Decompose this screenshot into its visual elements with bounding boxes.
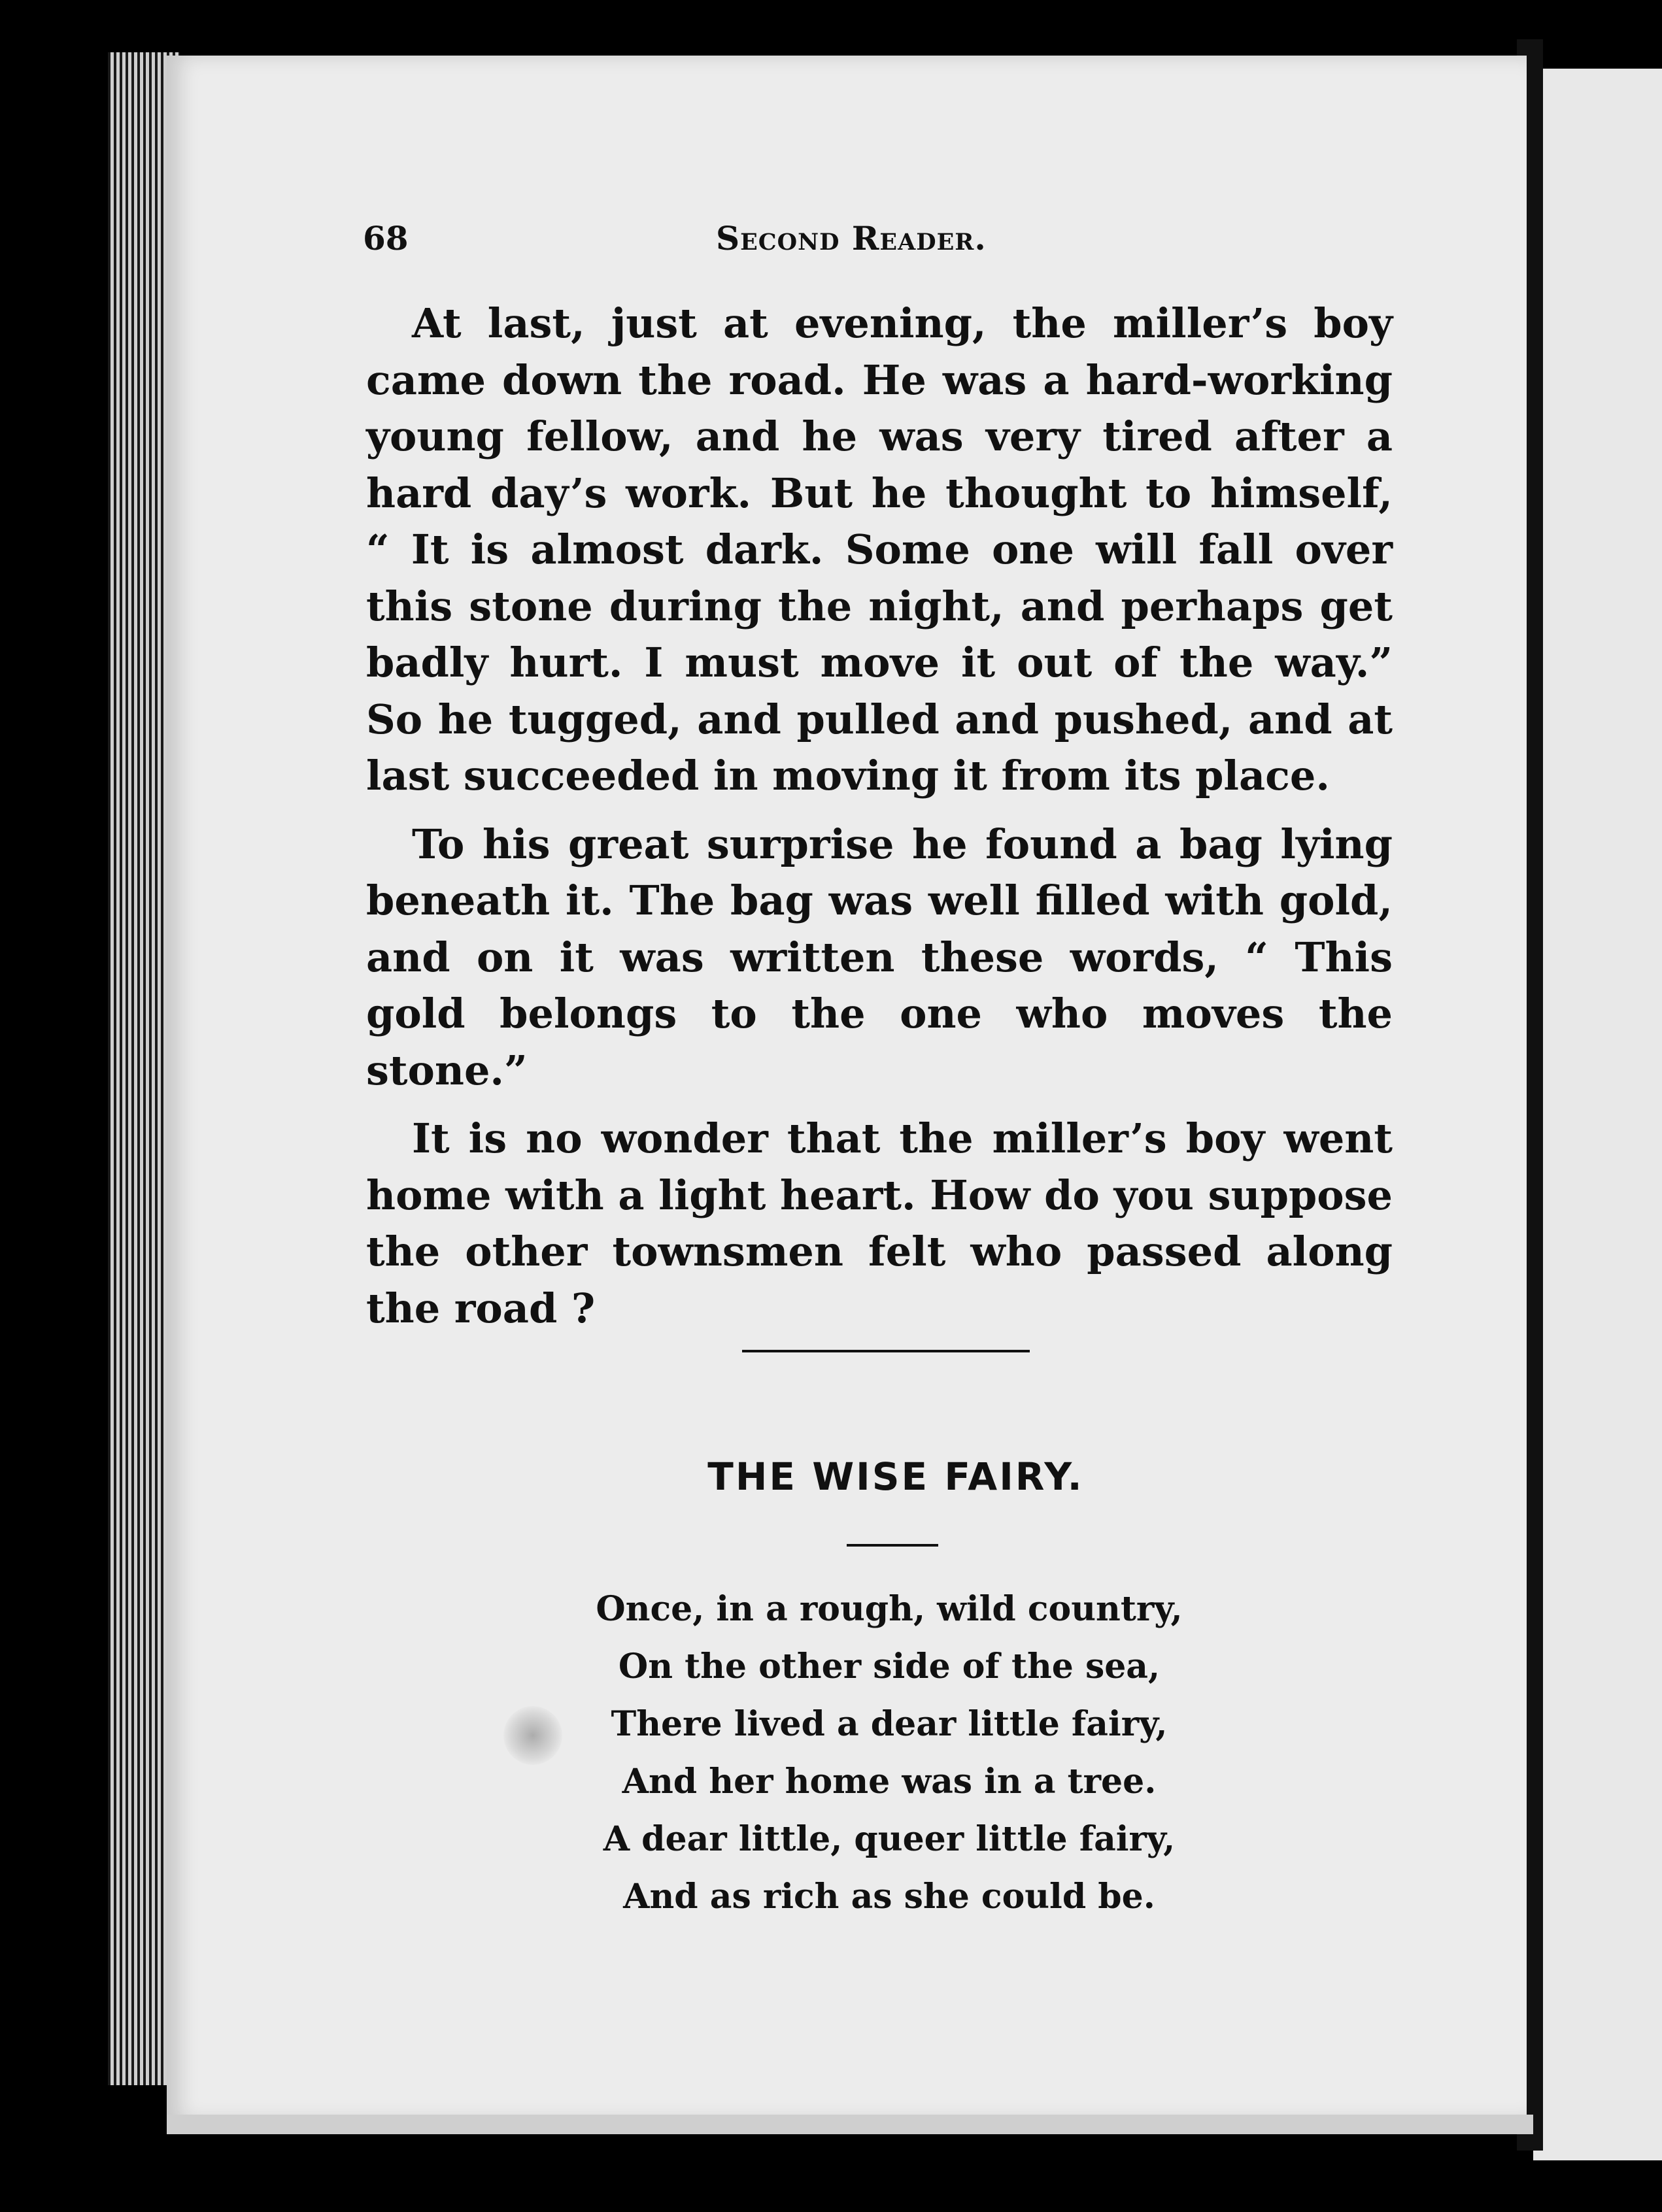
title-underline [847, 1544, 938, 1547]
poem [497, 1581, 1281, 1926]
paragraph: It is no wonder that the miller’s boy went home with a light heart. How do you suppose the other townsmen felt who passed along the road ? [366, 1114, 1393, 1332]
paragraph: At last, just at evening, the miller’s boy came down the road. He was a hard-working young fellow, and he was very tired after a hard day’s work. But he thought to himself, “ It is almost dark. Some one will fall over this stone during the night, and perhaps get badly hurt. I must move it out of the way.” So he tugged, and pulled and pushed, and at last succeeded in moving it from its place. [366, 299, 1393, 799]
facing-page-edge [1533, 69, 1662, 2160]
page-header [363, 219, 1383, 271]
ink-smudge [503, 1706, 562, 1765]
poem-line: And as rich as she could be. [623, 1877, 1155, 1917]
running-head: Second Reader. [716, 219, 987, 258]
poem-line: Once, in a rough, wild country, [596, 1589, 1183, 1629]
section-divider [742, 1350, 1030, 1352]
poem-title: THE WISE FAIRY. [707, 1454, 1084, 1499]
poem-line: There lived a dear little fairy, [611, 1704, 1168, 1744]
poem-line: On the other side of the sea, [618, 1647, 1161, 1686]
paragraph: To his great surprise he found a bag lying beneath it. The bag was well filled with gold, and on it was written these words, “ This gold belongs to the one who moves the stone.” [366, 820, 1393, 1094]
story-text [366, 295, 1393, 1337]
page-bottom-edge [167, 2115, 1533, 2134]
page-number: 68 [363, 219, 409, 258]
poem-line: A dear little, queer little fairy, [603, 1819, 1176, 1859]
poem-line: And her home was in a tree. [622, 1762, 1157, 1801]
